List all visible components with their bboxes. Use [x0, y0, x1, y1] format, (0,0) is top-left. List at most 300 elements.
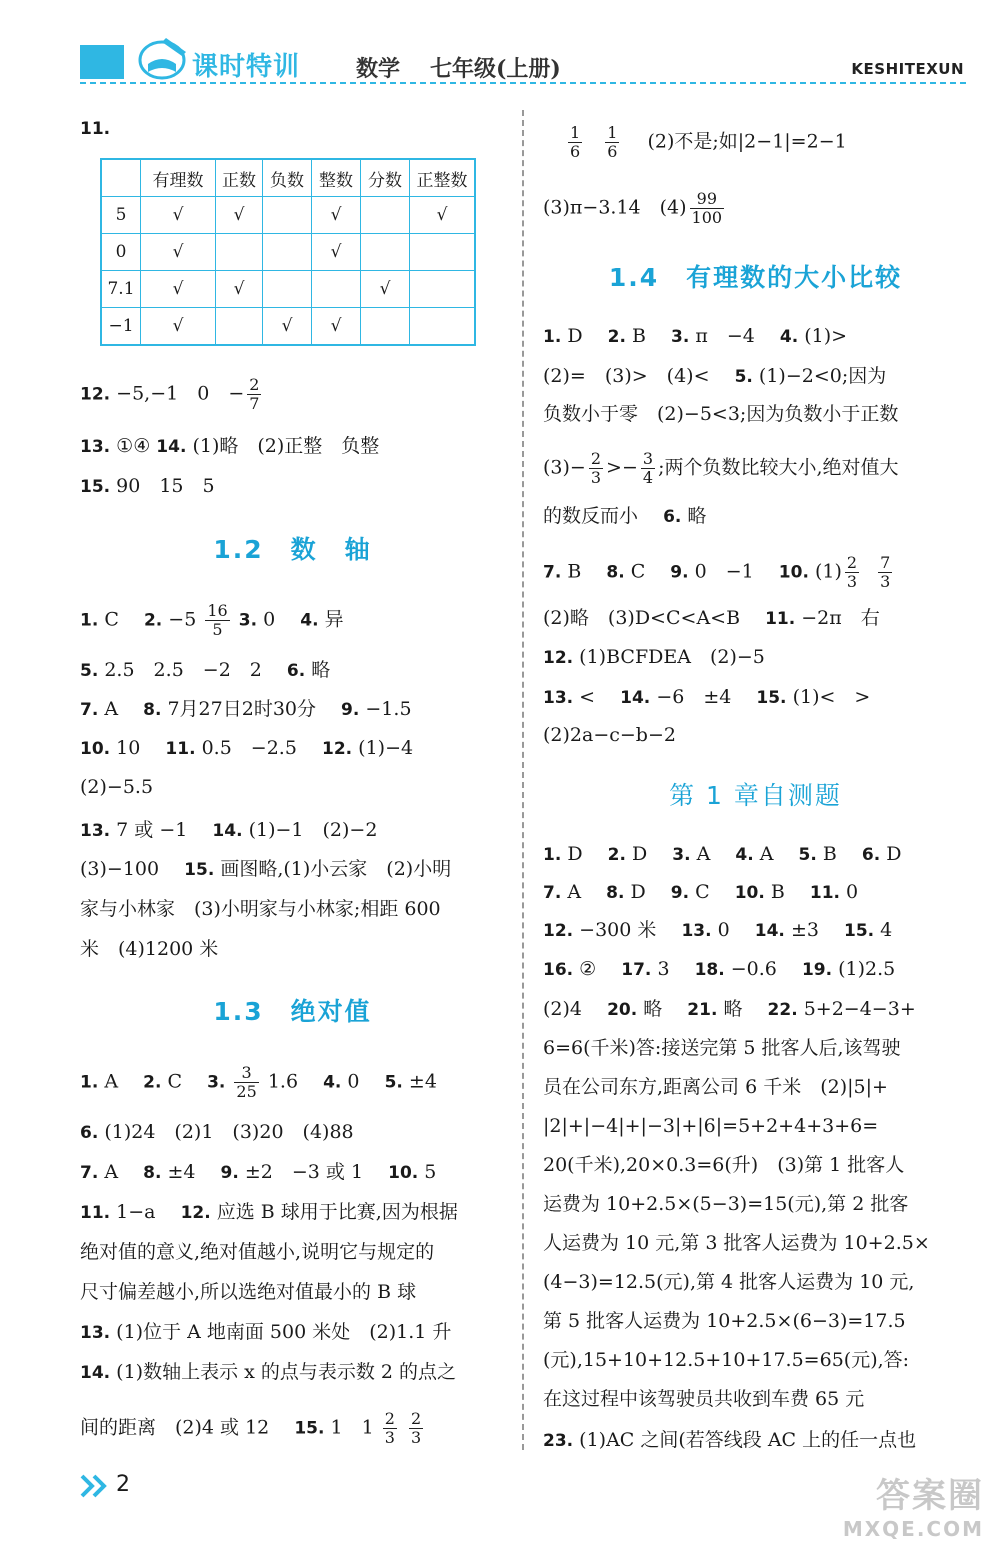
question-number: 10.	[80, 739, 111, 759]
answer-text: (2)4	[543, 998, 583, 1020]
answer-line	[80, 773, 153, 801]
question-number: 6.	[861, 845, 881, 865]
watermark-url: MXQE.COM	[842, 1517, 984, 1541]
question-number: 7.	[80, 1163, 99, 1183]
answer-line	[543, 643, 765, 672]
question-number: 8.	[143, 1163, 162, 1183]
question-number: 22.	[767, 1000, 798, 1020]
question-number: 4.	[779, 327, 799, 347]
fraction	[589, 450, 603, 487]
answer-line	[543, 916, 892, 945]
answer-line	[80, 734, 413, 763]
answer-line	[543, 502, 706, 531]
fraction-numerator: 3	[234, 1064, 258, 1083]
fraction	[383, 1410, 397, 1447]
answer-text: (3)−100	[80, 858, 160, 880]
question-number: 4.	[735, 845, 754, 865]
fraction-numerator: 1	[607, 123, 618, 142]
answer-text: −300 米	[579, 919, 657, 941]
answer-text: ±2 −3 或 1	[244, 1161, 364, 1183]
section-heading: 1.2 数 轴	[213, 535, 372, 564]
question-number: 6.	[286, 661, 306, 681]
fraction-numerator: 3	[642, 449, 654, 468]
question-number: 19.	[801, 960, 833, 980]
table-cell: √	[216, 271, 263, 308]
question-number: 11.	[809, 883, 840, 903]
answer-line	[80, 816, 377, 845]
answer-text: (1)2.5	[838, 958, 896, 980]
answer-text: 员在公司东方,距离公司 6 千米 (2)|5|+	[543, 1076, 888, 1098]
answer-text: D	[567, 325, 583, 347]
answer-text: ±3	[790, 919, 819, 941]
table-cell: −1	[101, 308, 141, 346]
answer-text: (2)= (3)> (4)<	[543, 365, 710, 387]
answer-text: B	[822, 843, 837, 865]
fraction-denominator: 3	[846, 572, 858, 591]
answer-text: 10	[116, 737, 141, 759]
answer-line	[80, 1410, 426, 1447]
answer-text: 人运费为 10 元,第 3 批客人运费为 10+2.5×	[543, 1232, 930, 1254]
answer-text: (2)不是;如|2−1|=2−1	[647, 130, 847, 153]
table-header-cell: 负数	[263, 159, 312, 197]
table-cell	[410, 234, 476, 271]
question-number: 16.	[543, 960, 574, 980]
table-cell: √	[312, 308, 361, 346]
question-number: 12.	[543, 921, 574, 941]
answer-text: 负数小于零 (2)−5<3;因为负数小于正数	[543, 403, 899, 425]
answer-text: |2|+|−4|+|−3|+|6|=5+2+4+3+6=	[543, 1115, 879, 1137]
answer-text: 应选 B 球用于比赛,因为根据	[216, 1201, 458, 1223]
question-number: 7.	[80, 700, 99, 720]
grade-label: 七年级(上册)	[430, 56, 561, 82]
answer-text: C	[167, 1070, 183, 1093]
question-number: 21.	[687, 1000, 718, 1020]
answer-text: A	[567, 881, 582, 903]
answer-text: (1)−4	[358, 737, 414, 759]
question-number: 13.	[80, 821, 111, 841]
fraction-numerator: 1	[570, 123, 581, 142]
answer-line	[543, 1034, 901, 1062]
fraction	[878, 554, 892, 591]
answer-text: C	[104, 608, 119, 631]
answer-text: −5	[168, 608, 197, 631]
answer-line	[543, 362, 886, 391]
answer-text: A	[104, 1070, 119, 1093]
table-cell	[263, 197, 312, 234]
brand-pinyin: KESHITEXUN	[851, 60, 964, 78]
answer-text: (1)< >	[792, 686, 871, 708]
answer-line	[80, 1278, 416, 1306]
question-number: 8.	[606, 883, 625, 903]
question-number: 12.	[80, 384, 111, 405]
answer-line	[543, 878, 858, 907]
answer-text: 0	[347, 1070, 360, 1093]
answer-text: D	[631, 843, 648, 865]
fraction-numerator: 16	[207, 601, 228, 620]
answer-line	[80, 114, 110, 143]
table-header-cell: 正整数	[410, 159, 476, 197]
brand-title: 课时特训	[192, 52, 301, 82]
answer-text: 略	[311, 659, 331, 681]
question-number: 3.	[670, 327, 690, 347]
answer-text: D	[630, 881, 646, 903]
fraction	[690, 190, 725, 227]
answer-line	[543, 840, 901, 869]
answer-text: 1.6	[267, 1070, 299, 1093]
answer-text: 略	[723, 998, 743, 1020]
answer-line	[543, 604, 880, 633]
answer-text: ±4	[408, 1070, 437, 1093]
table-header-cell: 整数	[312, 159, 361, 197]
table-cell: 5	[101, 197, 141, 234]
question-number: 12.	[321, 739, 353, 759]
answer-text: ±4	[167, 1161, 196, 1183]
answer-text: 0	[263, 608, 276, 631]
answer-text: >−	[606, 456, 638, 479]
answer-line	[543, 554, 895, 591]
table-header-cell: 有理数	[141, 159, 216, 197]
table-header-row	[101, 159, 475, 197]
question-number: 13.	[543, 688, 574, 708]
question-number: 2.	[607, 327, 626, 347]
table-cell: √	[361, 271, 410, 308]
answer-line	[543, 1426, 916, 1455]
classification-table	[100, 158, 476, 346]
answer-text: 2.5 2.5 −2 2	[104, 659, 262, 681]
answer-line	[543, 450, 899, 487]
answer-line	[543, 190, 727, 227]
header-divider	[80, 82, 966, 84]
answer-text: 略	[643, 998, 663, 1020]
answer-line	[543, 721, 676, 749]
book-logo-icon	[136, 30, 194, 82]
question-number: 9.	[670, 883, 690, 903]
fraction-denominator: 6	[607, 142, 618, 161]
question-number: 15.	[844, 921, 875, 941]
table-cell	[361, 234, 410, 271]
answer-line	[543, 955, 895, 984]
fraction-denominator: 3	[410, 1428, 422, 1447]
answer-text: 20(千米),20×0.3=6(升) (3)第 1 批客人	[543, 1154, 905, 1176]
fraction-denominator: 5	[212, 620, 223, 639]
answer-text: 1 1	[330, 1416, 374, 1439]
answer-text: 7 或 −1	[116, 819, 188, 841]
question-number: 8.	[143, 700, 162, 720]
watermark	[843, 1468, 984, 1541]
answer-line	[80, 1158, 436, 1187]
answer-text: B	[631, 325, 646, 347]
question-number: 7.	[543, 562, 562, 583]
answer-text: 5	[424, 1161, 437, 1183]
answer-text: <	[579, 686, 596, 708]
fraction-numerator: 99	[690, 190, 725, 209]
question-number: 10.	[778, 562, 809, 583]
answer-text: π −4	[695, 325, 755, 347]
fraction-numerator: 2	[846, 553, 858, 572]
answer-text: −0.6	[730, 958, 777, 980]
question-number: 4.	[300, 610, 319, 631]
double-chevron-right-icon	[80, 1474, 110, 1498]
answer-line	[543, 1229, 930, 1257]
table-cell: √	[312, 197, 361, 234]
answer-text: (1)−1 (2)−2	[248, 819, 378, 841]
question-number: 14.	[156, 437, 187, 457]
answer-text: 90 15 5	[116, 475, 215, 497]
table-cell	[410, 271, 476, 308]
watermark-title: 答案圈	[876, 1476, 984, 1516]
table-cell: √	[141, 271, 216, 308]
header-color-block	[80, 45, 124, 79]
answer-text: (2)2a−c−b−2	[543, 724, 676, 746]
answer-text: 绝对值的意义,绝对值越小,说明它与规定的	[80, 1241, 435, 1263]
answer-text: (1)−2<0;因为	[758, 365, 887, 387]
question-number: 12.	[543, 648, 574, 668]
answer-text: 1−a	[116, 1201, 156, 1223]
question-number: 1.	[543, 845, 562, 865]
answer-text: (1)>	[804, 325, 848, 347]
fraction-numerator: 2	[410, 1409, 422, 1428]
question-number: 11.	[80, 1203, 111, 1223]
answer-line	[80, 1358, 456, 1387]
question-number: 14.	[754, 921, 785, 941]
fraction-denominator: 3	[880, 572, 891, 591]
question-number: 14.	[620, 688, 651, 708]
question-number: 9.	[341, 700, 360, 720]
question-number: 1.	[543, 327, 562, 347]
answer-line	[80, 1238, 434, 1266]
answer-text: 运费为 10+2.5×(5−3)=15(元),第 2 批客	[543, 1193, 909, 1215]
answer-text: (元),15+10+12.5+10+17.5=65(元),答:	[543, 1349, 910, 1371]
table-header-cell: 正数	[216, 159, 263, 197]
answer-text: A	[696, 843, 711, 865]
table-row	[101, 308, 475, 346]
answer-text: 的数反而小	[543, 505, 639, 527]
question-number: 3.	[207, 1072, 226, 1093]
answer-line	[80, 695, 412, 724]
answer-text: ②	[579, 958, 597, 980]
answer-line	[80, 855, 451, 884]
answer-line	[543, 1112, 878, 1140]
page-header	[0, 0, 1004, 90]
table-cell	[361, 197, 410, 234]
answer-text: 尺寸偏差越小,所以选绝对值最小的 B 球	[80, 1281, 417, 1303]
answer-text: (1)位于 A 地南面 500 米处 (2)1.1 升	[116, 1321, 452, 1343]
answer-line	[80, 1318, 451, 1347]
question-number: 13.	[80, 1323, 111, 1343]
answer-text: 0.5 −2.5	[201, 737, 297, 759]
answer-text: 6=6(千米)答:接送完第 5 批客人后,该驾驶	[543, 1037, 901, 1059]
column-divider	[522, 110, 524, 1450]
question-number: 10.	[734, 883, 765, 903]
answer-text: ;两个负数比较大小,绝对值大	[658, 456, 899, 479]
question-number: 14.	[80, 1363, 111, 1383]
question-number: 2.	[143, 610, 163, 631]
fraction-denominator: 25	[236, 1082, 257, 1101]
question-number: 9.	[220, 1163, 239, 1183]
answer-line	[543, 400, 898, 428]
question-number: 8.	[606, 562, 625, 583]
answer-text: (2)−5.5	[80, 776, 154, 798]
answer-text: 7月27日2时30分	[167, 698, 316, 720]
answer-text: C	[695, 881, 710, 903]
section-heading: 1.4 有理数的大小比较	[608, 263, 903, 292]
answer-text: D	[567, 843, 583, 865]
table-cell	[216, 308, 263, 346]
fraction	[234, 1064, 258, 1101]
page-number: 2	[116, 1472, 130, 1497]
table-cell	[216, 234, 263, 271]
answer-text: ①④	[116, 435, 151, 457]
table-cell: √	[410, 197, 476, 234]
table-header-cell	[101, 159, 141, 197]
answer-text: (1)略 (2)正整 负整	[192, 435, 380, 457]
answer-line	[543, 322, 847, 351]
answer-line	[543, 1151, 904, 1179]
answer-line	[543, 1190, 908, 1218]
table-cell: √	[141, 197, 216, 234]
answer-line	[80, 376, 264, 413]
answer-line	[80, 895, 441, 923]
question-number: 20.	[607, 1000, 638, 1020]
question-number: 17.	[621, 960, 652, 980]
question-number: 1.	[80, 610, 99, 631]
answer-text: 略	[687, 505, 707, 527]
question-number: 11.	[765, 609, 796, 629]
table-row	[101, 271, 475, 308]
answer-text: 间的距离 (2)4 或 12	[80, 1416, 270, 1439]
answer-line	[80, 656, 330, 685]
fraction-numerator: 2	[384, 1409, 395, 1428]
fraction	[205, 602, 229, 639]
answer-text: 3	[657, 958, 670, 980]
table-cell: √	[141, 308, 216, 346]
answer-text: B	[770, 881, 785, 903]
answer-text: (1)	[814, 560, 842, 583]
question-number: 7.	[543, 883, 562, 903]
section-heading: 1.3 绝对值	[213, 997, 372, 1026]
answer-text: 画图略,(1)小云家 (2)小明	[220, 858, 452, 880]
answer-text: C	[630, 560, 646, 583]
question-number: 13.	[80, 437, 111, 457]
fraction	[845, 554, 859, 591]
answer-line	[543, 1307, 906, 1335]
answer-line	[80, 935, 218, 963]
fraction	[247, 376, 261, 413]
question-number: 13.	[681, 921, 712, 941]
table-cell	[263, 271, 312, 308]
answer-line	[543, 1268, 914, 1296]
question-number: 11.	[80, 119, 111, 139]
answer-text: 0	[846, 881, 859, 903]
answer-text: −2π 右	[801, 607, 880, 629]
answer-line	[543, 1073, 888, 1101]
question-number: 3.	[672, 845, 691, 865]
answer-text: A	[104, 1161, 119, 1183]
question-number: 9.	[670, 562, 689, 583]
question-number: 4.	[323, 1072, 342, 1093]
answer-text: (3)−	[543, 456, 586, 479]
answer-text: A	[104, 698, 119, 720]
fraction-denominator: 3	[384, 1428, 395, 1447]
question-number: 15.	[756, 688, 787, 708]
question-number: 18.	[694, 960, 725, 980]
question-number: 5.	[798, 845, 817, 865]
answer-text: B	[567, 560, 582, 583]
table-cell	[263, 234, 312, 271]
answer-text: (4−3)=12.5(元),第 4 批客人运费为 10 元,	[543, 1271, 915, 1293]
question-number: 14.	[212, 821, 243, 841]
answer-text: −5,−1 0 −	[116, 382, 245, 405]
answer-line	[543, 1385, 864, 1413]
question-number: 6.	[663, 507, 682, 527]
answer-text: (3)π−3.14 (4)	[543, 196, 687, 219]
question-number: 23.	[543, 1431, 574, 1451]
question-number: 5.	[734, 367, 753, 387]
question-number: 5.	[80, 661, 99, 681]
fraction-denominator: 6	[570, 142, 581, 161]
section-heading: 第 1 章自测题	[669, 781, 842, 810]
question-number: 15.	[80, 477, 111, 497]
question-number: 2.	[143, 1072, 162, 1093]
question-number: 6.	[80, 1123, 99, 1143]
answer-line	[543, 995, 916, 1024]
answer-text: 在这过程中该驾驶员共收到车费 65 元	[543, 1388, 865, 1410]
answer-text: D	[886, 843, 902, 865]
answer-text: 第 5 批客人运费为 10+2.5×(6−3)=17.5	[543, 1310, 906, 1332]
answer-text: −1.5	[365, 698, 412, 720]
table-cell: √	[216, 197, 263, 234]
answer-text: −6 ±4	[656, 686, 732, 708]
answer-text: (2)略 (3)D<C<A<B	[543, 607, 741, 629]
answer-text: 4	[880, 919, 893, 941]
answer-line	[543, 683, 870, 712]
question-number: 2.	[607, 845, 626, 865]
question-number: 15.	[184, 860, 215, 880]
table-row	[101, 234, 475, 271]
table-cell: 7.1	[101, 271, 141, 308]
table-row	[101, 197, 475, 234]
answer-line	[80, 602, 344, 639]
fraction	[605, 124, 619, 161]
question-number: 1.	[80, 1072, 99, 1093]
answer-text: 5+2−4−3+	[803, 998, 916, 1020]
table-cell: 0	[101, 234, 141, 271]
question-number: 12.	[180, 1203, 211, 1223]
table-cell: √	[141, 234, 216, 271]
table-cell	[361, 308, 410, 346]
answer-line	[565, 124, 847, 161]
question-number: 10.	[388, 1163, 419, 1183]
table-cell	[410, 308, 476, 346]
fraction-numerator: 2	[249, 375, 260, 394]
fraction	[568, 124, 582, 161]
answer-line	[80, 472, 215, 501]
answer-text: 0	[717, 919, 730, 941]
fraction-numerator: 2	[590, 449, 602, 468]
fraction	[409, 1410, 423, 1447]
answer-line	[80, 1198, 458, 1227]
answer-text: (1)数轴上表示 x 的点与表示数 2 的点之	[116, 1361, 457, 1383]
question-number: 5.	[384, 1072, 403, 1093]
fraction-numerator: 7	[880, 553, 891, 572]
answer-line	[543, 1346, 909, 1374]
fraction-denominator: 7	[249, 394, 260, 413]
answer-line	[80, 1118, 354, 1147]
table-cell	[312, 271, 361, 308]
fraction	[641, 450, 655, 487]
answer-text: A	[759, 843, 774, 865]
table-cell: √	[312, 234, 361, 271]
